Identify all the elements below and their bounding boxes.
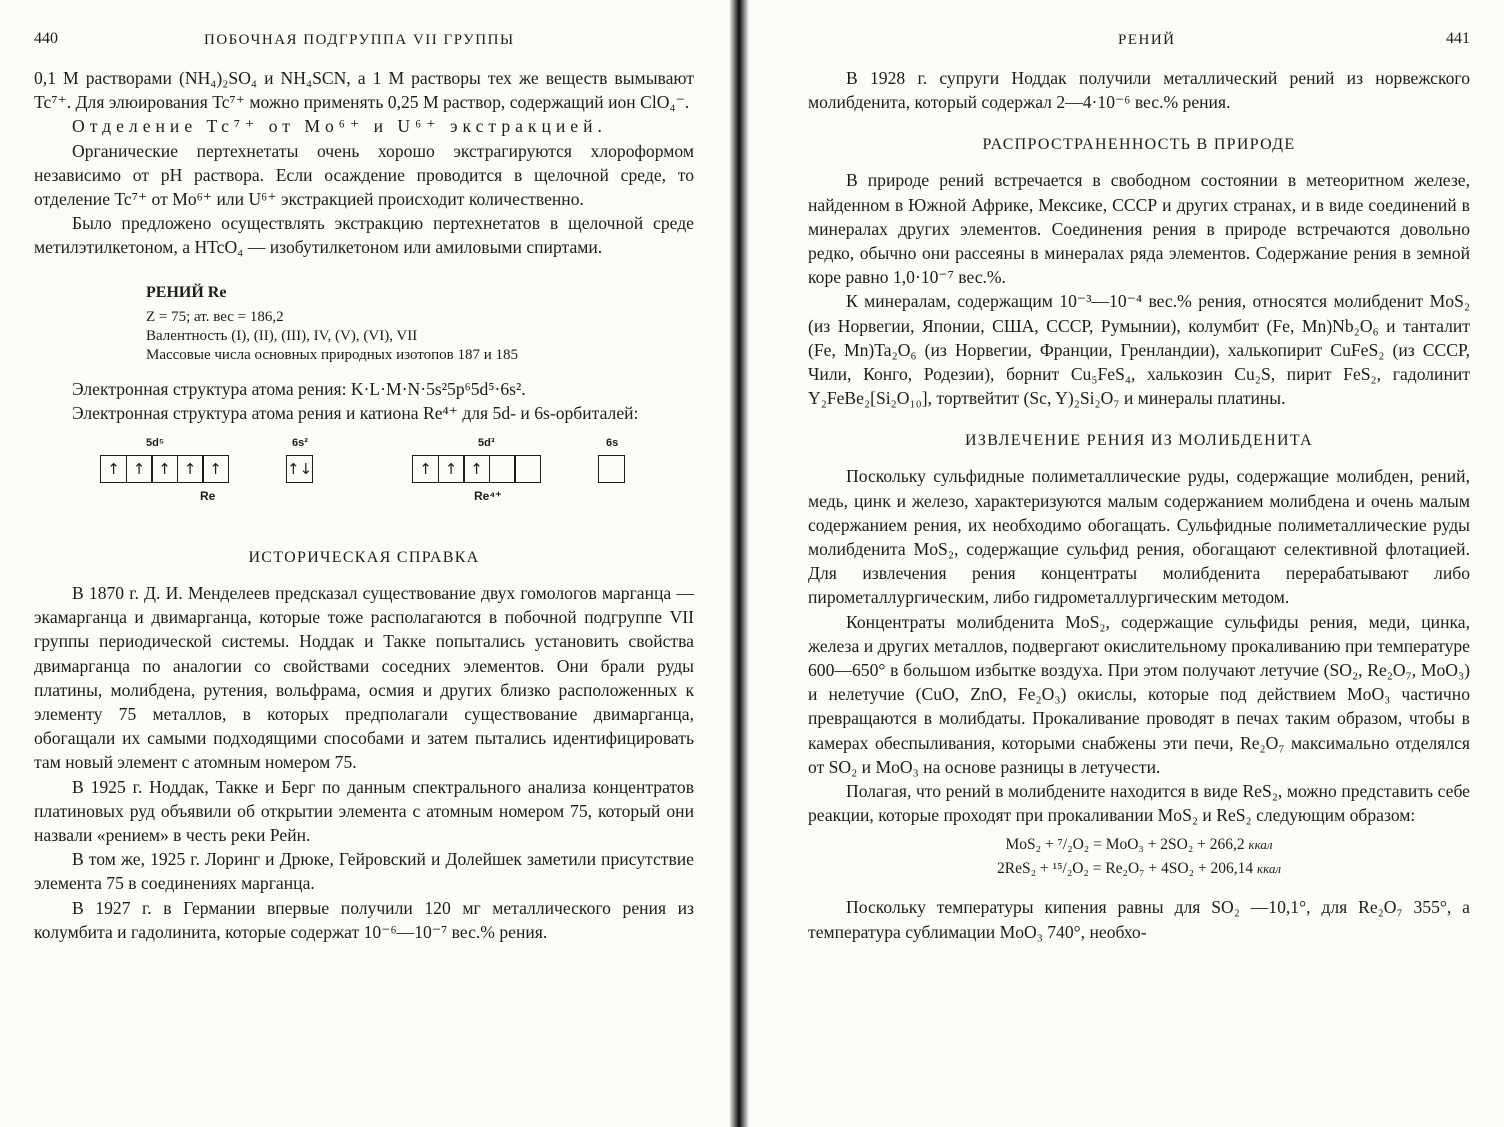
ion-5d-cells xyxy=(412,455,540,483)
left-paragraph-8: В 1925 г. Ноддак, Такке и Берг по данным спектрального анализа концентратов платиновых руд объявили об открытии элемента с атомным номером 75, который они назвали «рением» в честь реки Рейн. xyxy=(34,776,694,846)
ion-5d-label: 5d³ xyxy=(478,437,495,450)
ion-caption: Re⁴⁺ xyxy=(474,489,502,504)
left-running-head xyxy=(34,26,694,66)
re-5d-cells xyxy=(100,455,228,483)
right-paragraph-1: В 1928 г. супруги Ноддак получили металлический рений из норвежского молибденита, который содержал 2—4·10⁻⁶ вес.% рения. xyxy=(808,68,1470,113)
orbital-cell: ↑ xyxy=(126,455,153,483)
left-page-number: 440 xyxy=(34,30,58,47)
right-heading-nature: РАСПРОСТРАНЕННОСТЬ В ПРИРОДЕ xyxy=(982,136,1296,154)
left-heading-history: ИСТОРИЧЕСКАЯ СПРАВКА xyxy=(248,549,480,567)
right-paragraph-3: К минералам, содержащим 10⁻³—10⁻⁴ вес.% рения, относятся молибденит MoS₂ (из Норвегии, Японии, США, СССР, Румынии), колумбит (Fe, Mn)Nb₂O₆ и танталит (Fe, Mn)Ta₂O₆ (из Норвегии, Франции, Гренландии), халькопирит CuFeS₂ (из СССР, Чили, Конго, Родезии), борнит Cu₅FeS₄, халькозин Cu₂S, пирит FeS₂, гадолинит Y₂FeBe₂[Si₂O₁₀], тортвейтит (Sc, Y)₂Si₂O₇ и минералы платины. xyxy=(808,291,1470,409)
right-page-number: 441 xyxy=(1446,30,1470,47)
orbital-cell: ↑↓ xyxy=(286,455,313,483)
left-paragraph-4: Было предложено осуществлять экстракцию пертехнетатов в щелочной среде метилэтилкетоном, а HTcO₄ — изобутилкетоном или амиловыми спиртами. xyxy=(34,213,694,258)
left-paragraph-6: Электронная структура атома рения и катиона Re⁴⁺ для 5d- и 6s-орбиталей: xyxy=(72,402,639,423)
equation-2-text: 2ReS₂ + ¹⁵/₂O₂ = Re₂O₇ + 4SO₂ + 206,14 xyxy=(996,860,1254,878)
orbital-cell: ↑ xyxy=(438,455,465,483)
left-paragraph-5: Электронная структура атома рения: K·L·M·N·5s²5p⁶5d⁵·6s². xyxy=(72,378,526,399)
orbital-cell: ↑ xyxy=(177,455,204,483)
left-page xyxy=(0,0,720,1127)
element-info xyxy=(146,308,694,365)
ion-6s-cell xyxy=(598,455,624,483)
right-paragraph-5: Концентраты молибденита MoS₂, содержащие сульфиды рения, меди, цинка, железа и других металлов, подвергают окислительному прокаливанию при температуре 600—650° в большом избытке воздуха. При этом получают летучие (SO₂, Re₂O₇, MoO₃) и нелетучие (CuO, ZnO, Fe₂O₃) окислы, которые под действием MoO₃ частично превращаются в молибдаты. Прокаливание проводят в печах таким образом, чтобы в камерах обеспыливания, которыми снабжены эти печи, Re₂O₇ максимально отделялся от SO₂ и MoO₃ на основе разницы в летучести. xyxy=(808,611,1470,777)
book-gutter xyxy=(729,0,749,1127)
reaction-equation-1 xyxy=(808,833,1470,857)
right-paragraph-2: В природе рений встречается в свободном состоянии в метеоритном железе, найденном в Южной Африке, Мексике, СССР и других странах, и в виде соединений в минералах других элементов. Соединения рения в природе встречаются довольно редко, обычно они рассеяны в минералах ряда элементов. Содержание рения в земной коре равно 1,0·10⁻⁷ вес.%. xyxy=(808,170,1470,288)
re-6s-cell xyxy=(286,455,312,483)
orbital-cell xyxy=(489,455,516,483)
orbital-cell: ↑ xyxy=(151,455,178,483)
element-info-line-2: Валентность (I), (II), (III), IV, (V), (VI), VII xyxy=(146,327,418,344)
element-title: РЕНИЙ Re xyxy=(146,283,227,301)
left-paragraph-7: В 1870 г. Д. И. Менделеев предсказал существование двух гомологов марганца — экамарганца и двимарганца, которые тоже располагаются в побочной подгруппе VII группы периодической системы. Ноддак и Такке попытались установить свойства двимарганца по аналогии со свойствами соседних элементов. Они брали руды платины, молибдена, рутения, вольфрама, осмия и других близко расположенных к элементу 75 металлов, в которых предполагали существование двимарганца, обогащали их самыми подходящими способами и затем пытались идентифицировать там новый элемент с атомным номером 75. xyxy=(34,583,694,773)
right-page xyxy=(770,0,1504,1127)
left-paragraph-2: Отделение Tc⁷⁺ от Mo⁶⁺ и U⁶⁺ экстракцией. xyxy=(72,116,607,137)
element-info-line-1: Z = 75; ат. вес = 186,2 xyxy=(146,308,284,325)
right-paragraph-6: Полагая, что рений в молибдените находится в виде ReS₂, можно представить себе реакции, которые проходят при прокаливании MoS₂ и ReS₂ следующим образом: xyxy=(808,781,1470,826)
left-paragraph-1: 0,1 M растворами (NH₄)₂SO₄ и NH₄SCN, а 1 M растворы тех же веществ вымывают Tc⁷⁺. Для элюирования Tc⁷⁺ можно применять 0,25 M раствор, содержащий ион ClO₄⁻. xyxy=(34,68,694,113)
left-paragraph-3: Органические пертехнетаты очень хорошо экстрагируются хлороформом независимо от pH раствора. Если осаждение проводится в щелочной среде, то отделение Tc⁷⁺ от Mo⁶⁺ или U⁶⁺ экстракцией происходит количественно. xyxy=(34,140,694,210)
orbital-diagram xyxy=(34,437,694,527)
right-running-title: РЕНИЙ xyxy=(1118,32,1176,48)
orbital-cell xyxy=(598,455,625,483)
reaction-equations xyxy=(808,833,1470,881)
orbital-cell xyxy=(514,455,541,483)
right-running-head xyxy=(808,26,1470,66)
equation-1-unit: ккал xyxy=(1248,837,1273,853)
reaction-equation-2 xyxy=(808,857,1470,881)
orbital-cell: ↑ xyxy=(463,455,490,483)
re-5d-label: 5d⁵ xyxy=(146,437,165,450)
left-paragraph-10: В 1927 г. в Германии впервые получили 120 мг металлического рения из колумбита и гадолинита, которые содержат 10⁻⁶—10⁻⁷ вес.% рения. xyxy=(34,897,694,942)
re-6s-label: 6s² xyxy=(292,437,308,450)
ion-6s-label: 6s xyxy=(606,437,619,450)
equation-1-text: MoS₂ + ⁷/₂O₂ = MoO₃ + 2SO₂ + 266,2 xyxy=(1005,836,1245,854)
orbital-cell: ↑ xyxy=(412,455,439,483)
element-info-line-3: Массовые числа основных природных изотопов 187 и 185 xyxy=(146,346,519,363)
re-caption: Re xyxy=(200,489,216,504)
right-paragraph-7: Поскольку температуры кипения равны для SO₂ —10,1°, для Re₂O₇ 355°, а температура сублимации MoO₃ 740°, необхо- xyxy=(808,897,1470,942)
left-paragraph-9: В том же, 1925 г. Лоринг и Дрюке, Гейровский и Долейшек заметили присутствие элемента 75 в соединениях марганца. xyxy=(34,849,694,894)
orbital-cell: ↑ xyxy=(100,455,127,483)
right-paragraph-4: Поскольку сульфидные полиметаллические руды, содержащие молибден, рений, медь, цинк и железо, характеризуются малым содержанием молибдена и очень малым содержанием рения, их необходимо обогащать. Сульфидные полиметаллические руды молибденита MoS₂, содержащие сульфид рения, обогащают селективной флотацией. Для извлечения рения концентраты молибденита перерабатывают либо пирометаллургическим, либо гидрометаллургическим методом. xyxy=(808,466,1470,608)
equation-2-unit: ккал xyxy=(1257,861,1282,877)
left-running-title: ПОБОЧНАЯ ПОДГРУППА VII ГРУППЫ xyxy=(204,32,515,48)
orbital-cell: ↑ xyxy=(202,455,229,483)
right-heading-extraction: ИЗВЛЕЧЕНИЕ РЕНИЯ ИЗ МОЛИБДЕНИТА xyxy=(965,432,1313,450)
